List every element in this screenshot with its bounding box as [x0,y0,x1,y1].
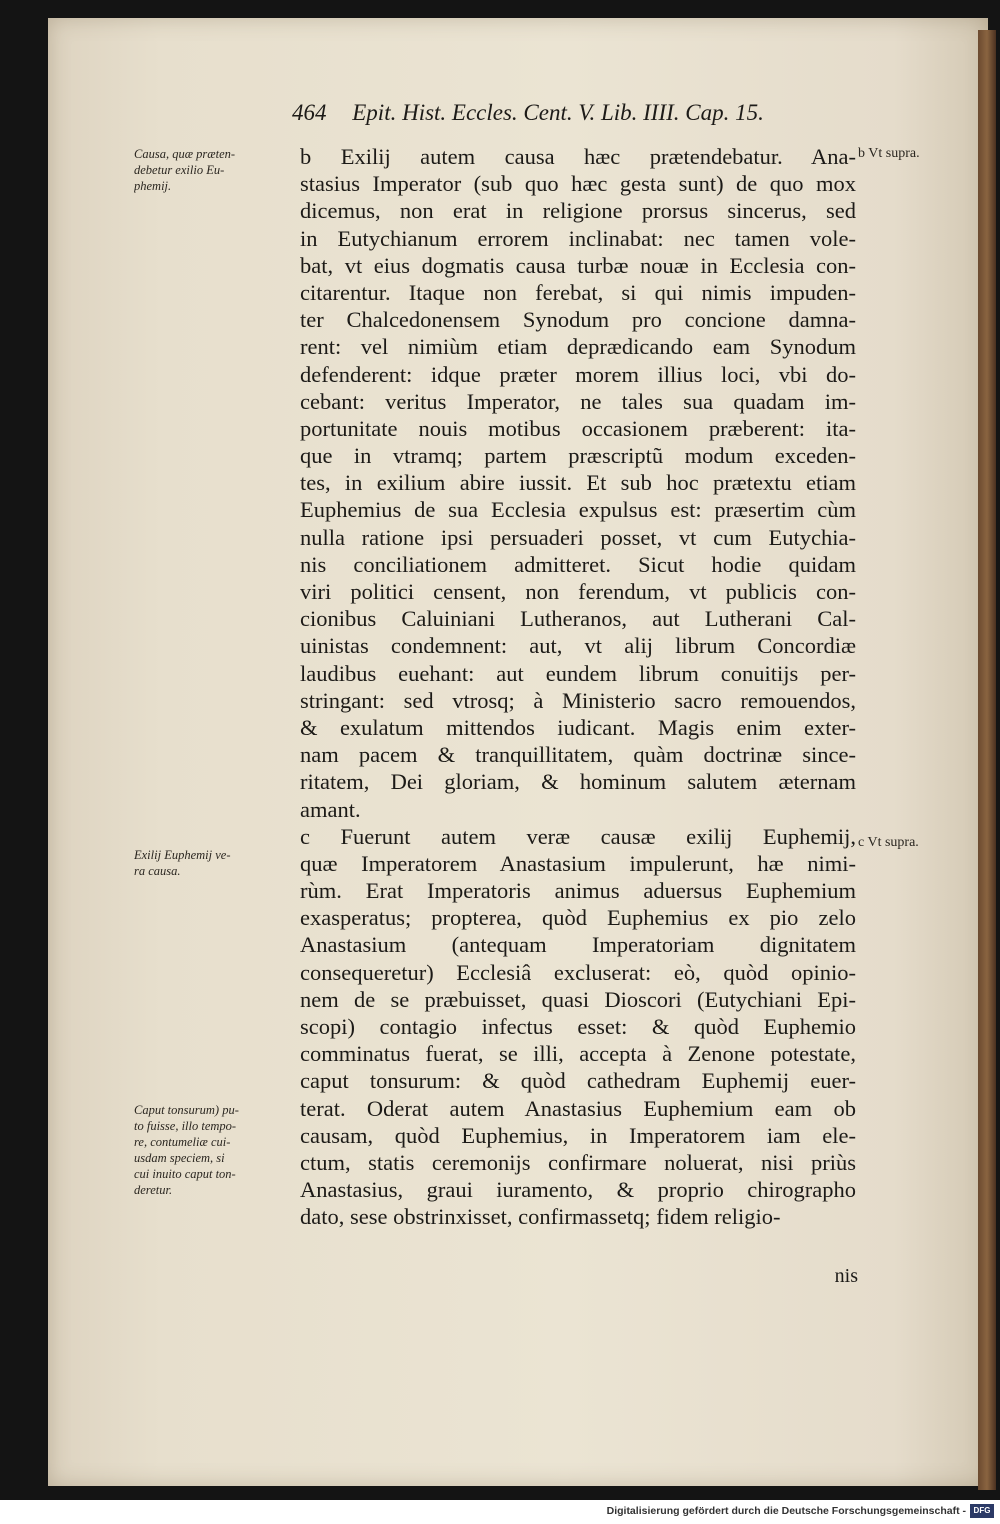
catchword: nis [834,1265,858,1287]
marginal-note-line: phemij. [134,179,172,193]
marginal-note-line: deretur. [134,1183,173,1197]
marginal-ref-b: b Vt supra. [858,146,920,161]
text-line: in Eutychianum errorem inclinabat: nec tamen vole- [300,225,856,251]
page-number: 464 [292,100,327,125]
marginal-note-line: debetur exilio Eu- [134,163,225,177]
text-line: Euphemius de sua Ecclesia expulsus est: præsertim cùm [300,497,856,523]
text-line: consequeretur) Ecclesiâ excluserat: eò, quòd opinio- [300,959,856,985]
text-line: Anastasius, graui iuramento, & proprio chirographo [300,1177,856,1203]
text-line: causam, quòd Euphemius, in Imperatorem iam ele- [300,1122,856,1148]
footer-bar [0,1500,1000,1524]
text-line: bat, vt eius dogmatis causa turbæ nouæ in Ecclesia con- [300,252,856,278]
text-line: b Exilij autem causa hæc prætendebatur. Ana- [300,144,856,169]
text-line: nis conciliationem admitteret. Sicut hodie quidam [300,551,856,577]
text-line: Anastasium (antequam Imperatoriam dignitatem [300,932,856,958]
text-line: rùm. Erat Imperatoris animus aduersus Euphemium [300,878,856,904]
text-line: caput tonsurum: & quòd cathedram Euphemij euer- [300,1068,856,1094]
text-line: ter Chalcedonensem Synodum pro concione damna- [300,307,856,333]
marginal-note-line: usdam speciem, si [134,1151,225,1165]
text-line: que in vtramq; partem præscriptũ modum exceden- [300,443,856,469]
text-line: exasperatus; propterea, quòd Euphemius ex pio zelo [300,905,856,931]
text-line: tes, in exilium abire iussit. Et sub hoc prætextu etiam [300,470,856,496]
marginal-note-line: cui inuito caput ton- [134,1167,236,1181]
marginal-note-line: re, contumeliæ cui- [134,1135,231,1149]
text-line: & exulatum mittendos iudicant. Magis enim exter- [300,714,856,740]
text-line: stasius Imperator (sub quo hæc gesta sunt) de quo mox [300,171,856,197]
marginal-ref-c: c Vt supra. [858,835,919,850]
text-line: citarentur. Itaque non ferebat, si qui nimis impuden- [300,279,856,305]
text-line: laudibus euehant: aut eundem librum conuitijs per- [300,660,856,686]
marginal-note-line: to fuisse, illo tempo- [134,1119,237,1133]
text-line: defenderent: idque præter morem illius loci, vbi do- [300,361,856,387]
text-line: dato, sese obstrinxisset, confirmassetq; fidem religio- [300,1204,781,1230]
text-line: cionibus Caluiniani Lutheranos, aut Lutherani Cal- [300,606,856,632]
text-line: terat. Oderat autem Anastasius Euphemium eam ob [300,1095,856,1121]
text-line: cebant: veritus Imperator, ne tales sua quadam im- [300,388,856,414]
text-line: viri politici censent, non ferendum, vt publicis con- [300,579,856,604]
text-line: amant. [300,796,361,822]
marginal-note-3 [134,1102,290,1198]
text-line: quæ Imperatorem Anastasium impulerunt, hæ nimi- [300,850,856,876]
marginal-note-line: Causa, quæ præten- [134,147,236,161]
marginal-note-line: ra causa. [134,864,181,878]
marginal-note-line: Caput tonsurum) pu- [134,1103,239,1117]
main-text-block [300,143,856,1231]
marginal-note-2 [134,847,290,879]
text-line: nem de se præbuisset, quasi Dioscori (Eutychiani Epi- [300,986,856,1012]
text-line: scopi) contagio infectus esset: & quòd Euphemio [300,1014,856,1039]
running-title: Epit. Hist. Eccles. Cent. V. Lib. IIII. Cap. 15. [352,100,764,125]
running-head [292,100,852,134]
dfg-logo: DFG [970,1504,994,1518]
text-line: stringant: sed vtrosq; à Ministerio sacro remouendos, [300,687,856,713]
text-line: comminatus fuerat, se illi, accepta à Zenone potestate, [300,1041,856,1067]
text-line: nulla ratione ipsi persuaderi posset, vt cum Eutychia- [300,524,856,550]
text-line: c Fuerunt autem veræ causæ exilij Euphemij, [300,823,856,849]
text-line: ritatem, Dei gloriam, & hominum salutem æternam [300,769,856,795]
text-line: uinistas condemnent: aut, vt alij librum Concordiæ [300,633,856,659]
text-line: portunitate nouis motibus occasionem præberent: ita- [300,415,856,441]
text-line: dicemus, non erat in religione prorsus sincerus, sed [300,198,856,224]
book-edge [978,30,996,1490]
marginal-note-line: Exilij Euphemij ve- [134,848,231,862]
text-line: ctum, statis ceremonijs confirmare noluerat, nisi priùs [300,1149,856,1175]
marginal-note-1 [134,146,290,194]
funding-credit: Digitalisierung gefördert durch die Deutsche Forschungsgemeinschaft - [606,1505,966,1517]
text-line: nam pacem & tranquillitatem, quàm doctrinæ since- [300,742,856,768]
text-line: rent: vel nimiùm etiam deprædicando eam Synodum [300,334,856,360]
